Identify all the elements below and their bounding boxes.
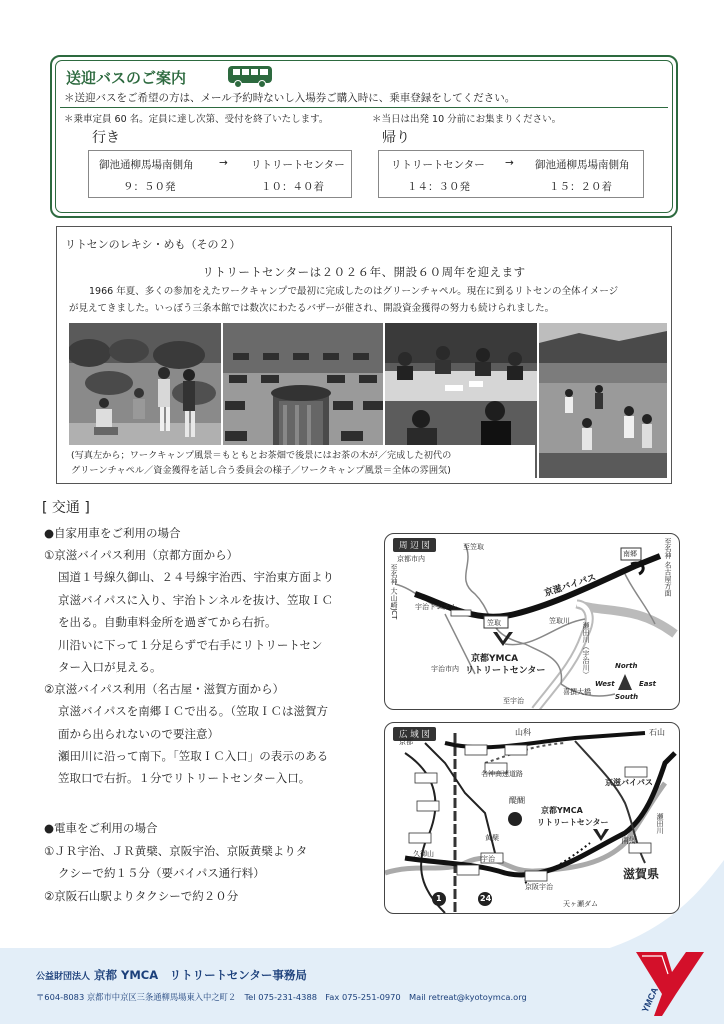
transport-line: ●自家用車をご利用の場合 bbox=[44, 526, 181, 540]
transport-line: 面から出られないので要注意） bbox=[58, 727, 219, 741]
shuttle-bus-title: 送迎バスのご案内 bbox=[66, 69, 187, 87]
map-label-bypass: 京滋バイパス bbox=[605, 778, 653, 787]
footer-decoration-curve bbox=[604, 860, 724, 950]
map-label-shikitori: 至笠取 bbox=[463, 543, 484, 551]
map-label-to-oyamazaki: 至名神 大山崎JCT bbox=[390, 564, 398, 620]
transport-line: ●電車をご利用の場合 bbox=[44, 821, 158, 835]
history-memo-box bbox=[56, 226, 672, 484]
return-route-box bbox=[378, 150, 644, 198]
photo-work-camp-atmosphere bbox=[539, 323, 667, 478]
vicinity-map bbox=[384, 533, 680, 710]
transport-line: 京滋バイパスに入り、宇治トンネルを抜け、笠取ＩＣ bbox=[58, 593, 333, 607]
capacity-note: ＊乗車定員 60 名。定員に達し次第、受付を終了いたします。 bbox=[64, 114, 329, 125]
map-label-yamashina: 山科 bbox=[515, 728, 531, 737]
map-label-kyoto-city: 京都市内 bbox=[397, 555, 425, 563]
map-label-nango: 南郷 bbox=[621, 836, 637, 845]
transport-heading: [ 交通 ] bbox=[42, 500, 90, 516]
transport-line: 京滋バイパスを南郷ＩＣで出る。（笠取ＩＣは滋賀方 bbox=[58, 704, 329, 718]
transport-line: ②京阪石山駅よりタクシーで約２０分 bbox=[44, 889, 239, 903]
transport-line: ①ＪＲ宇治、ＪＲ黄檗、京阪宇治、京阪黄檗よりタ bbox=[44, 844, 308, 858]
registration-note: ＊送迎バスをご希望の方は、メール予約時ないし入場券ご購入時に、乗車登録をしてください。 bbox=[64, 92, 516, 104]
map-label-kumiyama: 久御山 bbox=[413, 850, 434, 858]
map-label-uji-city: 宇治市内 bbox=[431, 665, 459, 673]
transport-line: 笠取口で右折。１分でリトリートセンター入口。 bbox=[58, 771, 311, 785]
transport-line: ②京滋バイパス利用（名古屋・滋賀方面から） bbox=[44, 682, 285, 696]
return-arrive-time: １５：２０着 bbox=[549, 181, 612, 193]
return-label: 帰り bbox=[382, 130, 410, 146]
return-to: 御池通柳馬場南側角 bbox=[535, 159, 630, 171]
footer bbox=[0, 948, 724, 1024]
map-label-center2: リトリートセンター bbox=[465, 666, 546, 676]
footer-organization bbox=[36, 967, 307, 983]
map-label-uji-tunnel: 宇治トンネル bbox=[415, 603, 457, 611]
map-label-route24: 24 bbox=[480, 894, 492, 903]
map-label-center1: 京都YMCA bbox=[541, 806, 583, 815]
return-arrow: → bbox=[505, 157, 514, 169]
transport-line: ター入口が見える。 bbox=[58, 660, 162, 674]
map-label-seta-river: 瀬田川（宇治川） bbox=[582, 622, 590, 678]
transport-line: ①京滋バイパス利用（京都方面から） bbox=[44, 548, 239, 562]
bus-icon bbox=[226, 64, 276, 90]
footer-org-name: 京都 YMCA リトリートセンター事務局 bbox=[94, 968, 307, 982]
map-label-to-uji: 至宇治 bbox=[503, 697, 524, 705]
outbound-depart-time: ９：５０発 bbox=[123, 181, 176, 193]
wide-area-map-tag: 広 域 図 bbox=[393, 727, 436, 741]
map-label-center2: リトリートセンター bbox=[537, 818, 609, 827]
outbound-from: 御池通柳馬場南側角 bbox=[99, 159, 194, 171]
shuttle-bus-box bbox=[50, 55, 678, 218]
outbound-route-box bbox=[88, 150, 352, 198]
map-label-kyoto: 京都 bbox=[399, 738, 413, 746]
history-title: リトセンのレキシ・めも（その２） bbox=[65, 238, 241, 251]
outbound-label: 行き bbox=[92, 130, 120, 146]
ymca-logo-icon bbox=[632, 948, 708, 1016]
footer-contact-address: 〒604-8083 京都市中京区三条通柳馬場東入中之町２ Tel 075-231-4388 Fax 075-251-0970 Mail retreat@kyotoymca.org bbox=[36, 992, 527, 1002]
map-label-route1: 1 bbox=[436, 894, 442, 903]
vicinity-map-drawing bbox=[385, 534, 680, 710]
gathering-note: ＊当日は出発 10 分前にお集まりください。 bbox=[372, 114, 562, 125]
map-label-uji: 宇治 bbox=[481, 855, 495, 863]
map-label-north: North bbox=[615, 662, 638, 670]
map-label-to-nagoya: 至名神 名古屋方面 bbox=[664, 538, 672, 597]
map-label-ishiyama: 石山 bbox=[649, 728, 665, 737]
outbound-to: リトリートセンター bbox=[251, 159, 345, 171]
return-from: リトリートセンター bbox=[391, 159, 485, 171]
divider bbox=[60, 107, 668, 108]
return-depart-time: １４：３０発 bbox=[407, 181, 470, 193]
transport-line: 川沿いに下って１分足らずで右手にリトリートセン bbox=[58, 638, 323, 652]
map-label-bypass: 京滋バイパス bbox=[543, 572, 598, 599]
map-label-daigo: 醍醐 bbox=[509, 796, 525, 805]
history-body bbox=[69, 283, 665, 317]
map-label-center1: 京都YMCA bbox=[471, 654, 519, 664]
photo-caption-line-1: (写真左から；ワークキャンプ風景＝もともとお茶畑で後景にはお茶の木が／完成した初代の bbox=[71, 450, 452, 461]
map-label-south: South bbox=[615, 693, 639, 701]
map-label-kasatori: 笠取 bbox=[487, 619, 501, 627]
ymca-logo-text: YMCA bbox=[639, 985, 661, 1014]
history-body-line-2: が見えてきました。いっぽう三条本館では数次にわたるバザーが催され、開設資金獲得の努力も続けられました。 bbox=[69, 303, 555, 314]
footer-org-prefix: 公益財団法人 bbox=[36, 972, 91, 982]
map-label-east: East bbox=[639, 680, 657, 688]
history-body-line-1: 1966 年夏、多くの参加をえたワークキャンプで最初に完成したのはグリーンチャペル。現在に到るリトセンの全体イメージ bbox=[89, 286, 619, 297]
transport-line: を出る。自動車料金所を過ぎてから右折。 bbox=[58, 615, 277, 629]
outbound-arrow: → bbox=[219, 157, 228, 169]
map-label-kisen-dam: 喜撰大橋 bbox=[563, 688, 591, 696]
vicinity-map-tag: 周 辺 図 bbox=[393, 538, 436, 552]
map-label-meishin: 名神高速道路 bbox=[481, 770, 523, 778]
photo-caption bbox=[65, 445, 535, 479]
map-label-obaku: 黄檗 bbox=[485, 834, 499, 842]
transport-line: 国道１号線久御山、２４号線宇治西、宇治東方面より bbox=[58, 570, 334, 584]
transport-line: 瀬田川に沿って南下。「笠取ＩＣ入口」の表示のある bbox=[58, 749, 329, 763]
map-label-seta-river: 瀬田川 bbox=[656, 813, 664, 834]
map-label-keihan-uji: 京阪宇治 bbox=[525, 883, 553, 891]
photo-caption-line-2: グリーンチャペル／資金獲得を話し合う委員会の様子／ワークキャンプ風景＝全体の雰囲気) bbox=[71, 465, 451, 476]
outbound-arrive-time: １０：４０着 bbox=[261, 181, 324, 193]
map-label-kasatori-river: 笠取川 bbox=[549, 617, 570, 625]
map-label-nango: 南郷 bbox=[623, 550, 637, 558]
transport-line: クシーで約１５分（要バイパス通行料） bbox=[58, 866, 265, 880]
map-label-shiga: 滋賀県 bbox=[623, 867, 660, 881]
map-label-west: West bbox=[595, 680, 615, 688]
history-headline: リトリートセンターは２０２６年、開設６０周年を迎えます bbox=[202, 265, 526, 279]
map-label-amagase: 天ヶ瀬ダム bbox=[563, 900, 598, 908]
